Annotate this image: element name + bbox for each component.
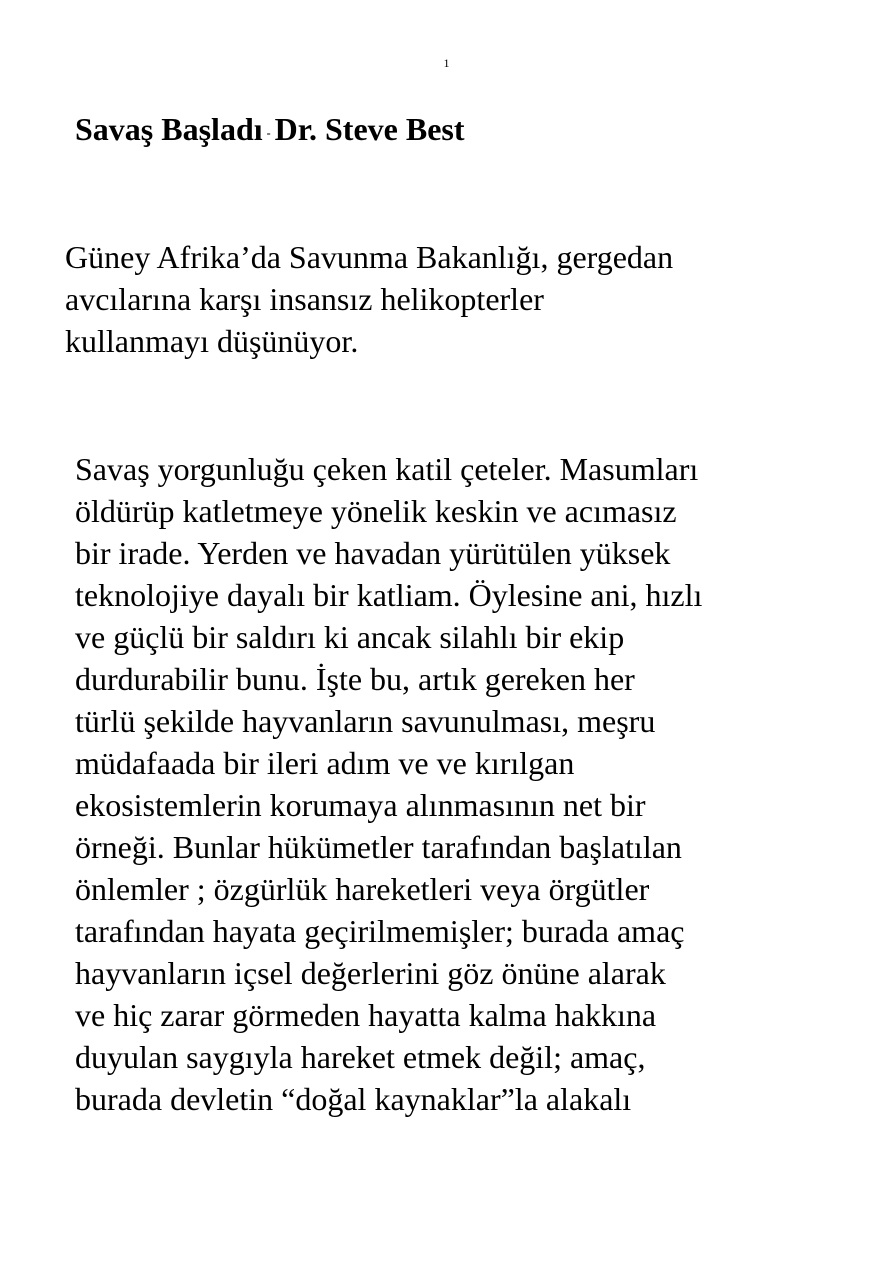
body-line: önlemler ; özgürlük hareketleri veya örgütler bbox=[75, 871, 650, 907]
body-line: Savaş yorgunluğu çeken katil çeteler. Masumları bbox=[75, 451, 699, 487]
body-line: türlü şekilde hayvanların savunulması, meşru bbox=[75, 703, 656, 739]
subtitle-line: Güney Afrika’da Savunma Bakanlığı, gergedan bbox=[65, 239, 674, 275]
body-line: durdurabilir bunu. İşte bu, artık gereken her bbox=[75, 661, 635, 697]
subtitle-paragraph bbox=[65, 236, 805, 362]
body-line: müdafaada bir ileri adım ve ve kırılgan bbox=[75, 745, 575, 781]
subtitle-line: kullanmayı düşünüyor. bbox=[65, 323, 359, 359]
subtitle-line: avcılarına karşı insansız helikopterler bbox=[65, 281, 544, 317]
document-title bbox=[75, 110, 465, 152]
title-separator: - bbox=[266, 125, 271, 140]
body-line: tarafından hayata geçirilmemişler; burada amaç bbox=[75, 913, 685, 949]
body-line: burada devletin “doğal kaynaklar”la alakalı bbox=[75, 1081, 632, 1117]
body-paragraph bbox=[75, 448, 835, 1120]
body-line: hayvanların içsel değerlerini göz önüne alarak bbox=[75, 955, 666, 991]
title-main: Savaş Başladı bbox=[75, 111, 263, 147]
body-line: bir irade. Yerden ve havadan yürütülen yüksek bbox=[75, 535, 671, 571]
body-line: ve güçlü bir saldırı ki ancak silahlı bir ekip bbox=[75, 619, 625, 655]
body-line: teknolojiye dayalı bir katliam. Öylesine ani, hızlı bbox=[75, 577, 703, 613]
title-author: Dr. Steve Best bbox=[274, 111, 465, 147]
body-line: örneği. Bunlar hükümetler tarafından başlatılan bbox=[75, 829, 682, 865]
body-line: ekosistemlerin korumaya alınmasının net bir bbox=[75, 787, 646, 823]
body-line: ve hiç zarar görmeden hayatta kalma hakkına bbox=[75, 997, 657, 1033]
page-number: 1 bbox=[443, 56, 450, 70]
body-line: öldürüp katletmeye yönelik keskin ve acımasız bbox=[75, 493, 677, 529]
body-line: duyulan saygıyla hareket etmek değil; amaç, bbox=[75, 1039, 646, 1075]
